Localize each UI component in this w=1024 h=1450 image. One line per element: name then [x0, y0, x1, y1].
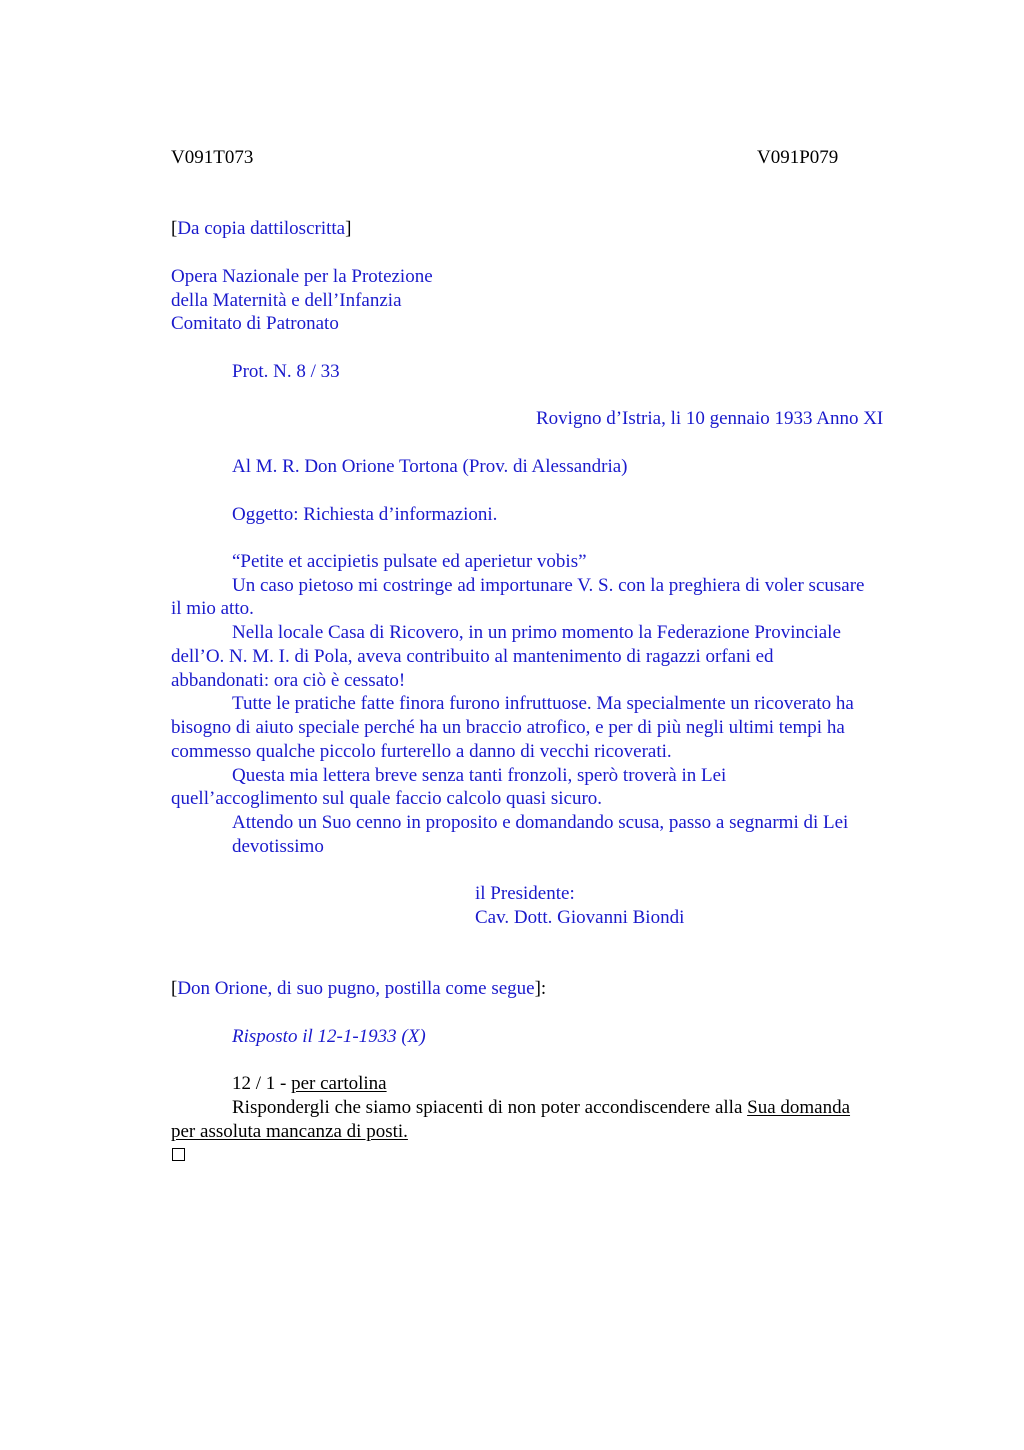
postscript-line — [171, 1120, 408, 1144]
source-note — [171, 217, 351, 241]
source-note-text: Da copia dattiloscritta — [177, 218, 346, 239]
letterhead-line: della Maternità e dell’Infanzia — [171, 290, 402, 311]
signature-name: Cav. Dott. Giovanni Biondi — [475, 907, 685, 928]
body-line: bisogno di aiuto speciale perché ha un braccio atrofico, e per di più negli ultimi tempi ha — [171, 717, 845, 738]
body-line: quell’accoglimento sul quale faccio calcolo quasi sicuro. — [171, 788, 603, 809]
body-line: abbandonati: ora ciò è cessato! — [171, 670, 406, 691]
subject: Oggetto: Richiesta d’informazioni. — [232, 504, 498, 525]
source-note-open: [ — [171, 218, 178, 239]
body-line: il mio atto. — [171, 598, 254, 619]
postscript-line — [232, 1096, 850, 1120]
header-left-code: V091T073 — [171, 147, 254, 168]
recipient: Al M. R. Don Orione Tortona (Prov. di Alessandria) — [232, 456, 628, 477]
body-line: dell’O. N. M. I. di Pola, aveva contribuito al mantenimento di ragazzi orfani ed — [171, 646, 774, 667]
body-line: commesso qualche piccolo furterello a danno di vecchi ricoverati. — [171, 741, 672, 762]
annotation-note-text: Don Orione, di suo pugno, postilla come segue — [177, 978, 535, 999]
body-line: Attendo un Suo cenno in proposito e domandando scusa, passo a segnarmi di Lei — [232, 812, 849, 833]
annotation-note-open: [ — [171, 978, 178, 999]
body-line: Questa mia lettera breve senza tanti fronzoli, sperò troverà in Lei — [232, 765, 727, 786]
checkbox-square-icon — [172, 1148, 185, 1161]
reply-date: Risposto il 12-1-1933 (X) — [232, 1026, 426, 1047]
postscript-underlined: per assoluta mancanza di posti. — [171, 1121, 408, 1142]
body-line: Tutte le pratiche fatte finora furono infruttuose. Ma specialmente un ricoverato ha — [232, 693, 854, 714]
signature-role: il Presidente: — [475, 883, 575, 904]
protocol-number: Prot. N. 8 / 33 — [232, 361, 340, 382]
postscript-text: Rispondergli che siamo spiacenti di non poter accondiscendere alla — [232, 1097, 748, 1118]
letterhead-line: Comitato di Patronato — [171, 313, 339, 334]
body-line: devotissimo — [232, 836, 324, 857]
postscript-date: 12 / 1 - — [232, 1073, 292, 1094]
postscript-underlined: Sua domanda — [747, 1097, 851, 1118]
body-line: “Petite et accipietis pulsate ed aperietur vobis” — [232, 551, 587, 572]
annotation-note-close: ]: — [534, 978, 547, 999]
annotation-note — [171, 977, 546, 1001]
postscript-line — [232, 1072, 387, 1096]
place-date: Rovigno d’Istria, li 10 gennaio 1933 Anno XI — [536, 408, 884, 429]
source-note-close: ] — [345, 218, 352, 239]
letterhead-line: Opera Nazionale per la Protezione — [171, 266, 433, 287]
body-line: Nella locale Casa di Ricovero, in un primo momento la Federazione Provinciale — [232, 622, 841, 643]
header-right-code: V091P079 — [757, 147, 839, 168]
body-line: Un caso pietoso mi costringe ad importunare V. S. con la preghiera di voler scusare — [232, 575, 865, 596]
postscript-method: per cartolina — [291, 1073, 387, 1094]
